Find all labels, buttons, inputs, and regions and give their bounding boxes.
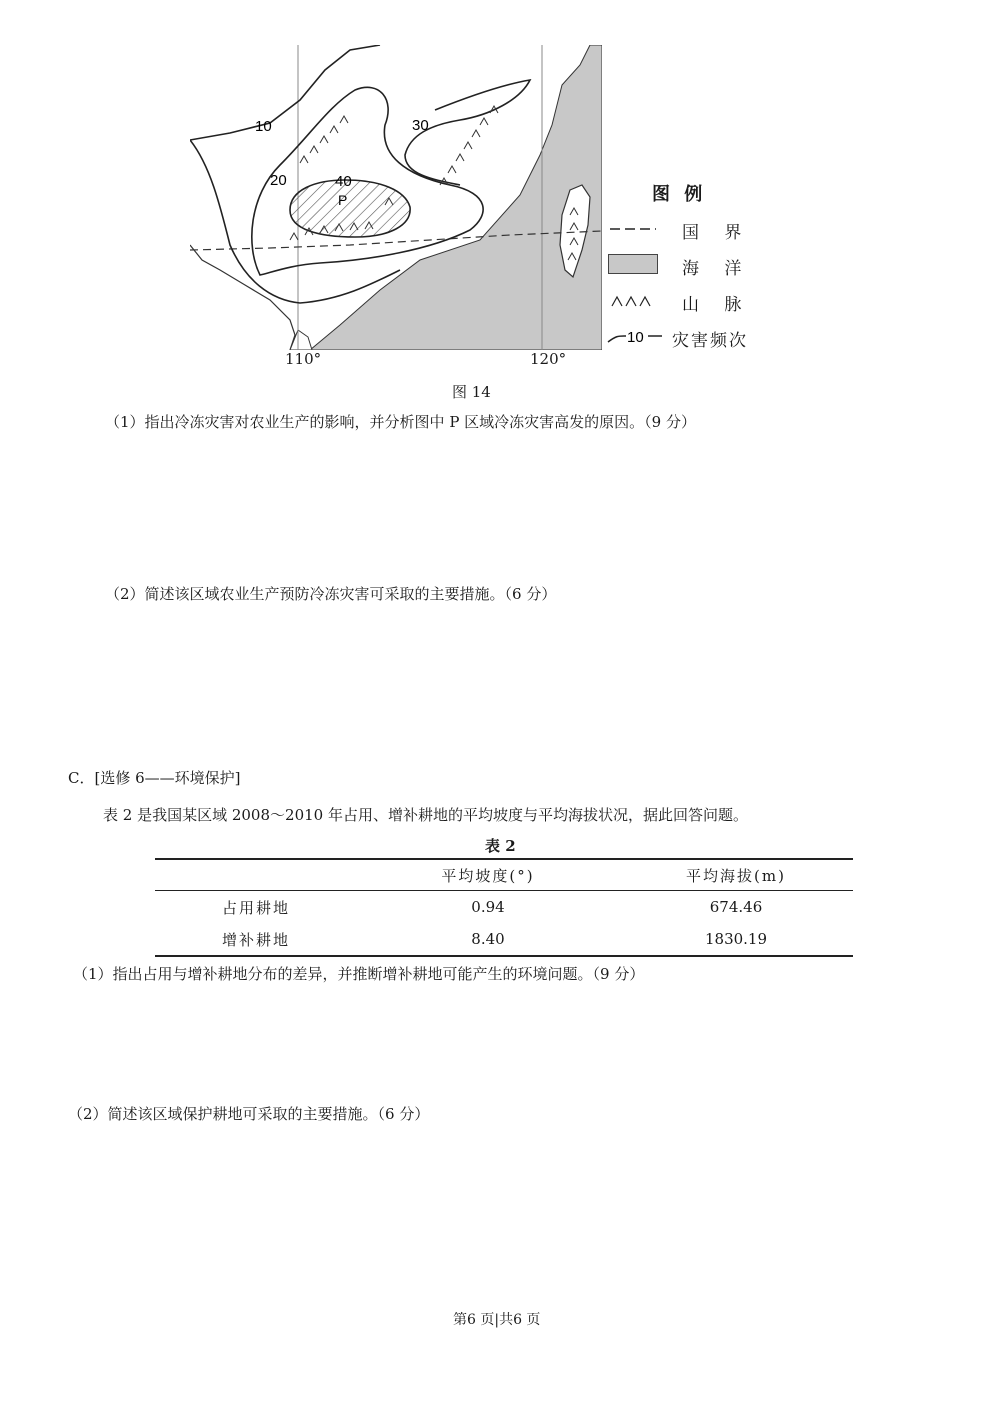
map-svg (190, 45, 602, 350)
table-header-cell: 平均海拔(m) (686, 866, 786, 885)
contour-label-30: 30 (412, 117, 429, 134)
section-c-heading: C．[选修 6——环境保护] (68, 769, 241, 787)
question-b2: （2）简述该区域农业生产预防冷冻灾害可采取的主要措施。（6 分） (105, 585, 557, 603)
region-label-p: P (338, 192, 348, 208)
lon-tick-110: 110° (285, 350, 322, 368)
table-cell: 0.94 (471, 898, 505, 916)
contour-label-40: 40 (335, 173, 352, 190)
contour-10 (190, 45, 400, 303)
legend-title: 图 例 (652, 184, 707, 205)
table-header-cell: 平均坡度(°) (441, 866, 535, 885)
legend-label-border: 国 界 (682, 223, 752, 243)
data-table-wrapper (155, 858, 853, 957)
table-row (155, 891, 853, 924)
data-table (155, 858, 853, 957)
mountain-icon (608, 290, 658, 310)
table-cell: 占用耕地 (221, 898, 290, 917)
legend-label-sea: 海 洋 (682, 259, 752, 279)
section-c-intro: 表 2 是我国某区域 2008～2010 年占用、增补耕地的平均坡度与平均海拔状况，据此回答问题。 (103, 806, 748, 824)
figure-caption: 图 14 (452, 383, 491, 401)
table-header-row (155, 859, 853, 891)
question-c1: （1）指出占用与增补耕地分布的差异，并推断增补耕地可能产生的环境问题。（9 分） (73, 965, 645, 983)
question-b1: （1）指出冷冻灾害对农业生产的影响，并分析图中 P 区域冷冻灾害高发的原因。（9 分） (105, 413, 696, 431)
table-cell: 8.40 (471, 930, 505, 948)
table-title: 表 2 (485, 837, 516, 855)
dashed-line-icon (608, 218, 658, 240)
disaster-frequency-map (190, 45, 602, 350)
legend-label-frequency: 灾害频次 (672, 331, 748, 351)
gray-box-icon (608, 254, 658, 274)
contour-line-icon (606, 324, 666, 348)
lon-tick-120: 120° (530, 350, 567, 368)
question-c2: （2）简述该区域保护耕地可采取的主要措施。（6 分） (68, 1105, 430, 1123)
table-row (155, 923, 853, 956)
table-cell: 增补耕地 (221, 930, 290, 949)
contour-label-20: 20 (270, 172, 287, 189)
legend-contour-sample: 10 (627, 329, 644, 346)
legend-label-mountain: 山 脉 (682, 295, 752, 315)
table-cell: 1830.19 (704, 930, 768, 948)
table-header-cell (155, 859, 357, 891)
contour-label-10: 10 (255, 118, 272, 135)
page-footer: 第6 页|共6 页 (453, 1312, 541, 1328)
table-cell: 674.46 (709, 898, 763, 916)
